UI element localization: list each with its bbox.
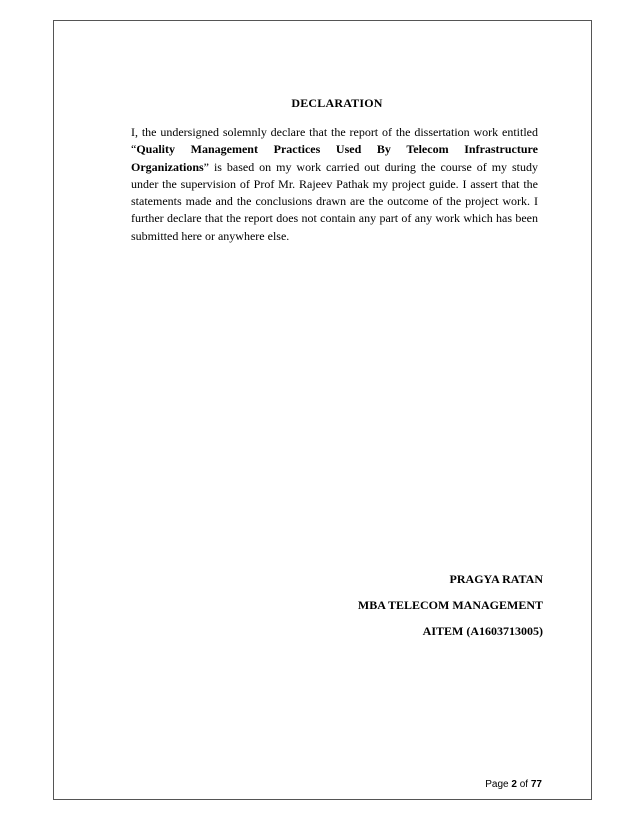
signatory-name: PRAGYA RATAN bbox=[449, 572, 543, 586]
dissertation-title: Quality Management Practices Used By Telecom Infrastructure Organizations bbox=[131, 142, 538, 174]
signatory-institute: AITEM (A1603713005) bbox=[422, 624, 543, 638]
close-quote: ” bbox=[203, 159, 209, 174]
signatory-program: MBA TELECOM MANAGEMENT bbox=[357, 598, 543, 612]
page-number bbox=[485, 779, 542, 790]
open-quote: “ bbox=[131, 142, 137, 157]
paragraph-rest: is based on my work carried out during the course of my study under the supervision of Prof Mr. Rajeev Pathak my project guide. I assert that the statements made and the conclusions drawn are the outcome of the project work. I further declare that the report does not contain any part of any work which has been submitted here or anywhere else. bbox=[131, 159, 538, 243]
page-label: Page bbox=[485, 779, 512, 790]
of-label: of bbox=[516, 779, 531, 790]
declaration-heading: DECLARATION bbox=[291, 96, 383, 110]
paragraph-intro: I, the undersigned solemnly declare that the report of the dissertation work entitled bbox=[131, 125, 538, 139]
page-total: 77 bbox=[530, 779, 542, 790]
page-current: 2 bbox=[511, 779, 517, 790]
declaration-paragraph bbox=[131, 124, 538, 245]
